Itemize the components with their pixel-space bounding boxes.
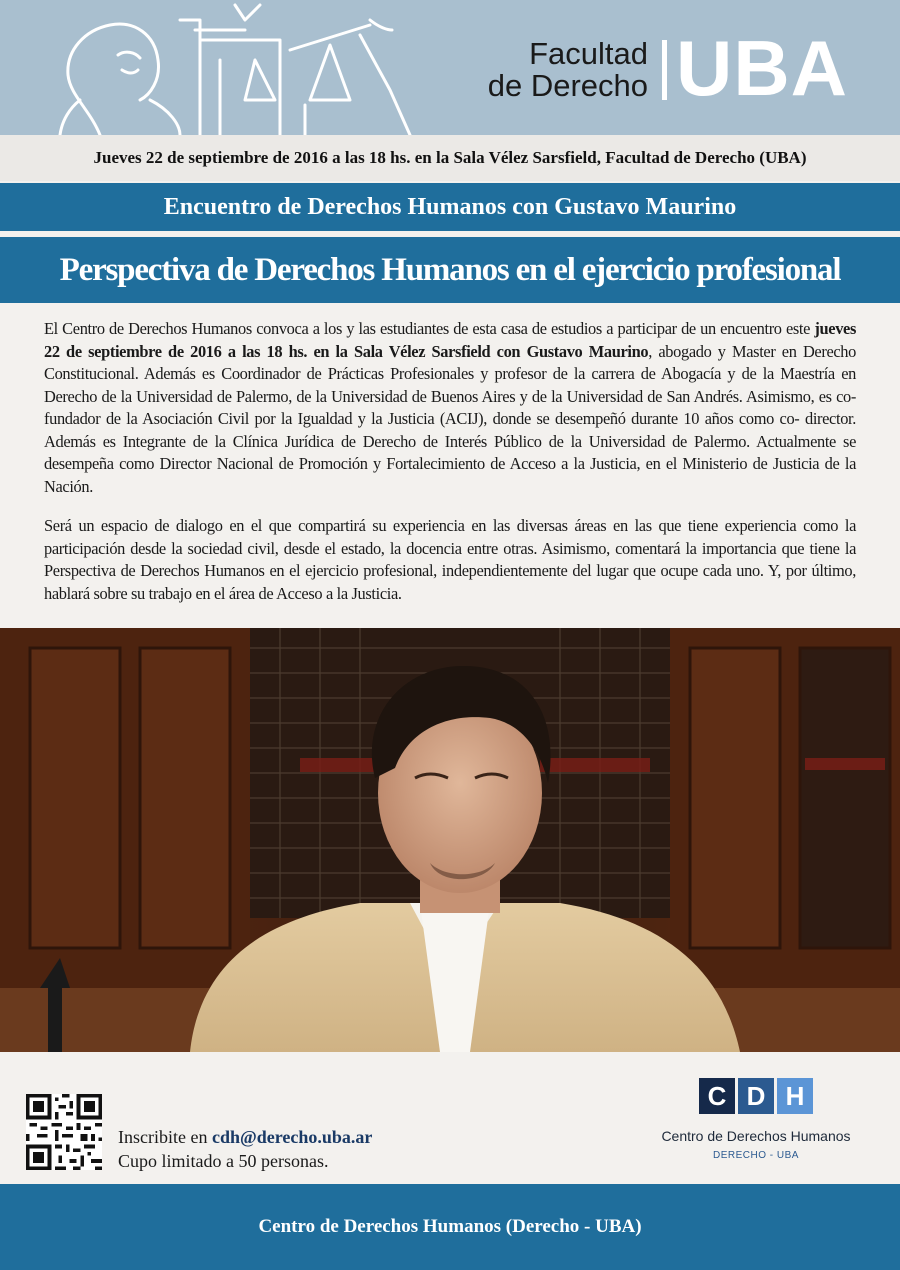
event-title-band: [0, 183, 900, 231]
paragraph-2: Será un espacio de dialogo en el que compartirá su experiencia en las diversas áreas en las que tiene experiencia como la participación desde la sociedad civil, desde el estado, la docencia entre otras. Asimismo, comentará la importancia que tiene la Perspectiva de Derechos Humanos en el ejercicio profesional, independientemente del lugar que ocupe cada uno. Y, por último, hablará sobre su trabajo en el área de Acceso a la Justicia.: [44, 516, 856, 603]
paragraph-1-bold: jueves 22 de septiembre de 2016 a las 18 hs. en la Sala Vélez Sarsfield con Gustavo Maurino: [44, 319, 856, 361]
paragraph-1-end: , abogado y Master en Derecho Constitucional. Además es Coordinador de Prácticas Profesionales y profesor de la carrera de Abogacía y de la Maestría en Derecho de la Universidad de Palermo, de la Universidad de Buenos Aires y de la Universidad de San Andrés. Asimismo, es co-fundador de la Asociación Civil por la Igualdad y la Justicia (ACIJ), donde se desempeñó durante 10 años como co- director. Además es Integrante de la Clínica Jurídica de Derecho de Interés Público de la Universidad de Palermo. Actualmente se desempeña como Director Nacional de Promoción y Fortalecimiento de Acceso a la Justicia, en el Ministerio de Justicia de la Nación.: [44, 341, 856, 496]
header-banner: [0, 0, 900, 135]
registration-text: [118, 1125, 372, 1173]
cdh-logo-letter-d: D: [738, 1078, 774, 1114]
capacity-note: Cupo limitado a 50 personas.: [118, 1151, 329, 1171]
registration-line: [118, 1125, 372, 1149]
facultad-logo-text: [488, 38, 648, 102]
paragraph-1-start: El Centro de Derechos Humanos convoca a los y las estudiantes de esta casa de estudios a participar de un encuentro este: [44, 319, 815, 338]
registration-prefix: Inscribite en: [118, 1127, 212, 1147]
main-title-band: [0, 237, 900, 303]
cdh-logo-letter-c: C: [699, 1078, 735, 1114]
main-title: Perspectiva de Derechos Humanos en el ejercicio profesional: [59, 251, 841, 288]
cdh-logo-subtitle: DERECHO - UBA: [713, 1150, 799, 1161]
logo-line-1: Facultad: [529, 36, 648, 71]
body-text: [44, 318, 856, 622]
footer-band: [0, 1184, 900, 1270]
registration-email-link[interactable]: cdh@derecho.uba.ar: [211, 1127, 373, 1147]
uba-logo: UBA: [676, 24, 848, 112]
paragraph-1: [44, 318, 856, 498]
speaker-photo: [0, 628, 900, 1052]
logo-divider: [662, 40, 667, 100]
cdh-logo-letter-h: H: [777, 1078, 813, 1114]
cdh-logo-name: Centro de Derechos Humanos: [661, 1128, 851, 1144]
speaker-photo-illustration: [0, 628, 900, 1052]
event-date-line: Jueves 22 de septiembre de 2016 a las 18 hs. en la Sala Vélez Sarsfield, Facultad de Derecho (UBA): [0, 135, 900, 181]
qr-code-icon[interactable]: [26, 1094, 102, 1170]
footer-text: Centro de Derechos Humanos (Derecho - UBA): [258, 1216, 642, 1237]
event-title: Encuentro de Derechos Humanos con Gustavo Maurino: [163, 193, 737, 220]
cdh-logo: [699, 1078, 813, 1114]
logo-line-2: de Derecho: [487, 68, 648, 103]
justice-figure-illustration: [30, 0, 430, 135]
